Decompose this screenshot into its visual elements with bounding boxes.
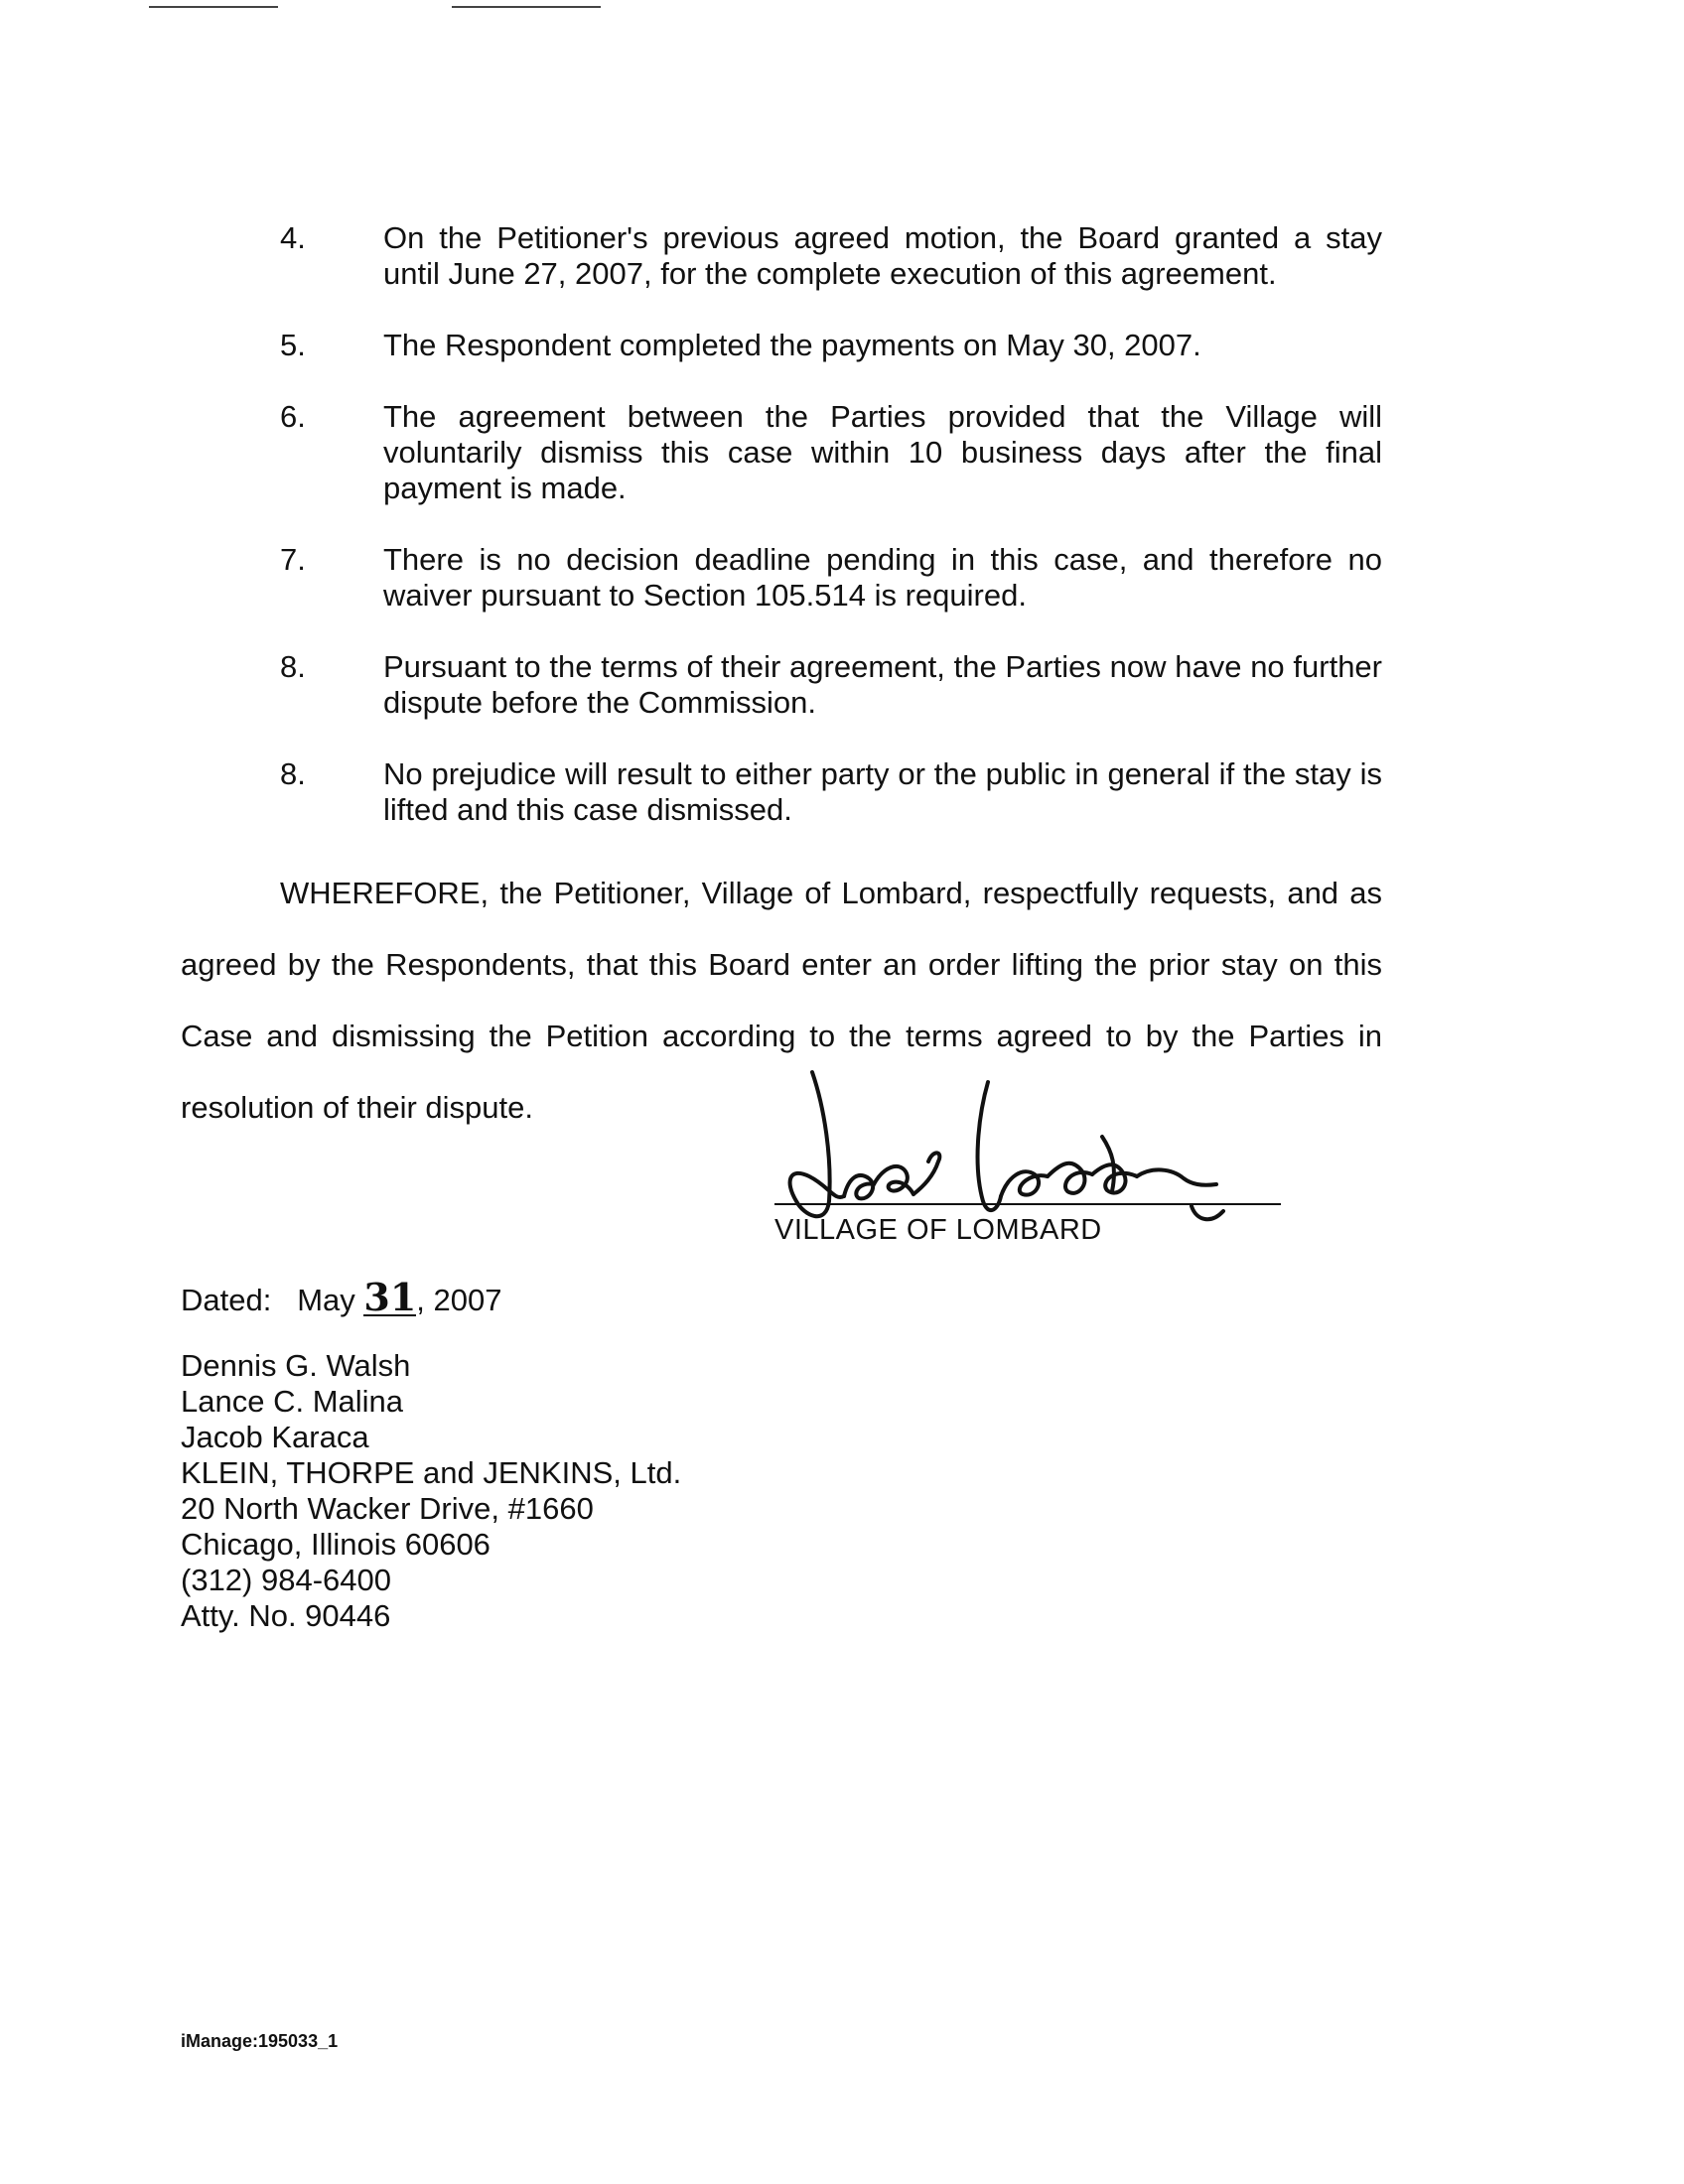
counsel-line: 20 North Wacker Drive, #1660 xyxy=(181,1491,594,1526)
numbered-item xyxy=(280,542,1382,614)
wherefore-paragraph: WHEREFORE, the Petitioner, Village of Lombard, respectfully requests, and as agreed by the Respondents, that this Board enter an order lifting the prior stay on this Case and dismissing the Petition according to the terms agreed to by the Parties in resolution of their dispute. xyxy=(181,876,1382,1125)
item-text: On the Petitioner's previous agreed motion, the Board granted a stay until June 27, 2007, for the complete execution of this agreement. xyxy=(383,220,1382,291)
numbered-items xyxy=(280,220,1382,864)
numbered-item xyxy=(280,756,1382,828)
counsel-line: (312) 984-6400 xyxy=(181,1563,391,1597)
item-text: The agreement between the Parties provided that the Village will voluntarily dismiss this case within 10 business days after the final payment is made. xyxy=(383,399,1382,505)
item-number: 4. xyxy=(280,220,306,255)
counsel-line: Dennis G. Walsh xyxy=(181,1348,411,1383)
numbered-item xyxy=(280,399,1382,506)
counsel-block xyxy=(181,1348,681,1634)
counsel-line: KLEIN, THORPE and JENKINS, Ltd. xyxy=(181,1455,682,1490)
numbered-item xyxy=(280,649,1382,721)
counsel-line: Lance C. Malina xyxy=(181,1384,404,1419)
counsel-line: Atty. No. 90446 xyxy=(181,1598,391,1633)
dated-label: Dated: xyxy=(181,1283,272,1317)
item-text: The Respondent completed the payments on May 30, 2007. xyxy=(383,328,1201,362)
document-id-footer: iManage:195033_1 xyxy=(181,2031,339,2051)
item-number: 8. xyxy=(280,756,306,791)
counsel-line: Chicago, Illinois 60606 xyxy=(181,1527,491,1562)
item-number: 8. xyxy=(280,649,306,684)
signature-line xyxy=(774,1203,1281,1205)
signature-caption: VILLAGE OF LOMBARD xyxy=(774,1214,1102,1246)
dated-line xyxy=(181,1275,502,1319)
item-number: 7. xyxy=(280,542,306,577)
dated-day-handwritten: 31 xyxy=(363,1275,417,1319)
dated-month: May xyxy=(297,1283,355,1317)
item-number: 6. xyxy=(280,399,306,434)
item-text: No prejudice will result to either party or the public in general if the stay is lifted and this case dismissed. xyxy=(383,756,1382,827)
top-scan-rule-left xyxy=(149,6,278,8)
signature-block xyxy=(774,1067,1291,1266)
numbered-item xyxy=(280,220,1382,292)
top-scan-rule-right xyxy=(452,6,601,8)
item-text: Pursuant to the terms of their agreement, the Parties now have no further dispute before the Commission. xyxy=(383,649,1382,720)
counsel-line: Jacob Karaca xyxy=(181,1420,369,1454)
dated-year: , 2007 xyxy=(416,1283,502,1317)
item-text: There is no decision deadline pending in this case, and therefore no waiver pursuant to Section 105.514 is required. xyxy=(383,542,1382,613)
numbered-item xyxy=(280,328,1382,363)
item-number: 5. xyxy=(280,328,306,362)
